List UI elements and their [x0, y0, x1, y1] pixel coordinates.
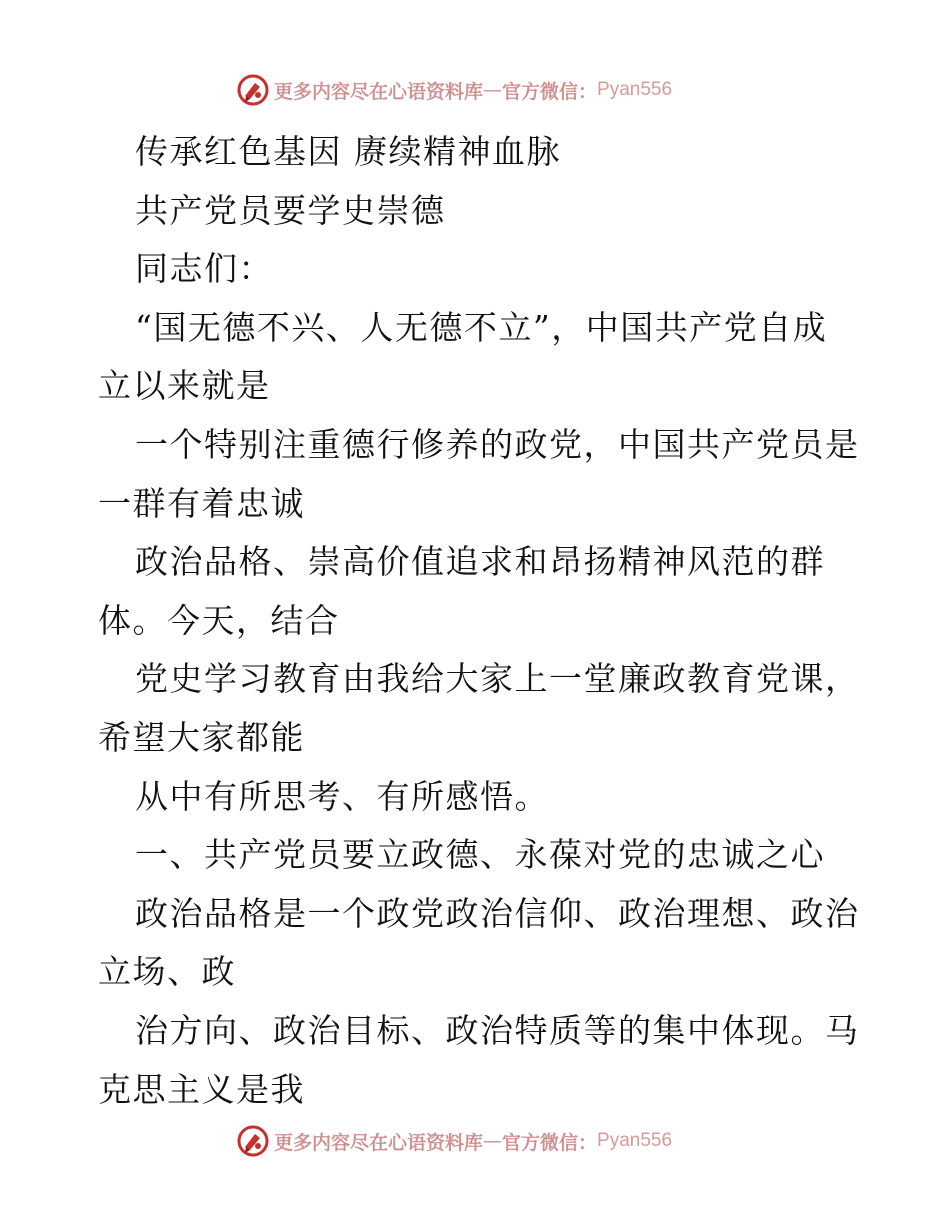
watermark-id: Pyan556: [597, 1130, 673, 1151]
watermark-logo-icon: [236, 1124, 270, 1158]
watermark-separator: —: [483, 1130, 503, 1152]
paragraph-line: “国无德不兴、人无德不立”，中国共产党自成: [135, 307, 828, 347]
title-line-2: 共产党员要学史崇德: [135, 190, 446, 230]
watermark-logo-icon: [236, 73, 270, 107]
paragraph-line: 从中有所思考、有所感悟。: [135, 776, 549, 816]
paragraph-line: 一个特别注重德行修养的政党，中国共产党员是: [135, 424, 860, 464]
watermark-suffix: 官方微信：: [502, 1131, 598, 1154]
watermark-id: Pyan556: [597, 79, 673, 100]
document-body: [98, 123, 868, 1119]
watermark-suffix: 官方微信：: [502, 80, 598, 103]
footer-watermark: [236, 1123, 672, 1159]
paragraph-line: 政治品格、崇高价值追求和昂扬精神风范的群: [135, 542, 825, 582]
paragraph-line: 希望大家都能: [98, 717, 305, 757]
watermark-text: 更多内容尽在心语资料库: [274, 80, 484, 103]
paragraph-line: 一群有着忠诚: [98, 483, 305, 523]
paragraph-line: 党史学习教育由我给大家上一堂廉政教育党课，: [135, 659, 860, 699]
paragraph-line: 政治品格是一个政党政治信仰、政治理想、政治: [135, 893, 860, 933]
paragraph-line: 体。今天，结合: [98, 600, 340, 640]
header-watermark: [236, 72, 672, 108]
watermark-separator: —: [483, 79, 503, 101]
paragraph-line: 治方向、政治目标、政治特质等的集中体现。马: [135, 1010, 860, 1050]
paragraph-line: 立以来就是: [98, 366, 271, 406]
section-heading: 一、共产党员要立政德、永葆对党的忠诚之心: [135, 835, 825, 875]
paragraph-line: 克思主义是我: [98, 1069, 305, 1109]
watermark-text: 更多内容尽在心语资料库: [274, 1131, 484, 1154]
salutation: 同志们：: [135, 249, 273, 289]
title-line-1: 传承红色基因 赓续精神血脉: [135, 132, 561, 171]
paragraph-line: 立场、政: [98, 952, 236, 992]
